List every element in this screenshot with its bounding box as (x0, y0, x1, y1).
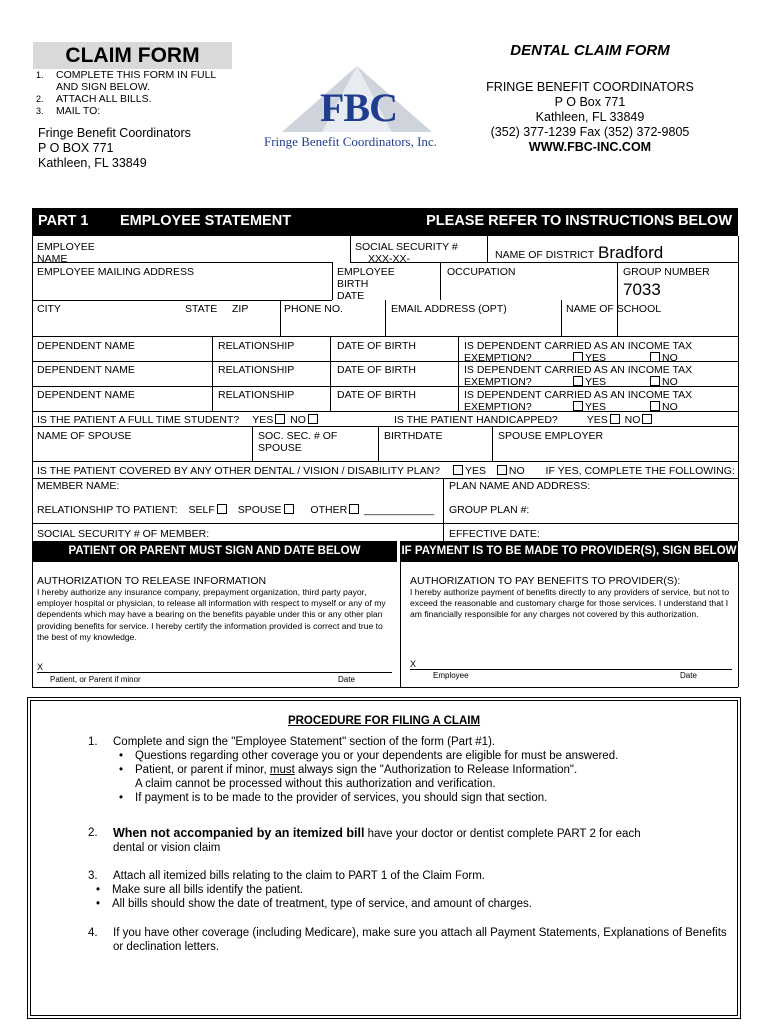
dental-claim-title: DENTAL CLAIM FORM (510, 42, 670, 59)
patient-signature-line[interactable]: X (37, 663, 392, 673)
member-name-label: MEMBER NAME: (37, 480, 120, 492)
procedure-step-4: 4. If you have other coverage (including Medicare), make sure you attach all Payment Statements, Explanations of Benefits or declination letters. (88, 927, 727, 953)
checkbox-icon[interactable] (453, 465, 463, 475)
part1-bar (32, 208, 738, 236)
group-number-label: GROUP NUMBER (623, 266, 710, 278)
company-block: FRINGE BENEFIT COORDINATORS P O Box 771 Kathleen, FL 33849 (352) 377-1239 Fax (352) 372-9805 WWW.FBC-INC.COM (470, 80, 710, 155)
patient-signature-caption: Patient, or Parent if minor (50, 675, 141, 684)
employee-name-label: EMPLOYEE NAME (37, 241, 95, 265)
procedure-step-1: 1. Complete and sign the "Employee Statement" section of the form (Part #1). • Questions regarding other coverage you or your dependents are eligible for must be answered. • Patient, or parent if minor, must always sign the "Authorization to Release Information". A claim cannot be processed without this authorization and verification. • If payment is to be made to the provider of services, you should sign that section. (88, 735, 728, 805)
checkbox-icon[interactable] (650, 401, 660, 411)
handicapped-question: IS THE PATIENT HANDICAPPED? YES NO (394, 414, 654, 426)
checkbox-icon[interactable] (217, 504, 227, 514)
procedure-step-3: 3. Attach all itemized bills relating to the claim to PART 1 of the Claim Form. • Make sure all bills identify the patient. • All bills should show the date of treatment, type of service, and amount of charges. (88, 869, 728, 911)
claim-form-title: CLAIM FORM (65, 44, 200, 67)
claim-form-title-box (33, 42, 232, 69)
spouse-employer-label: SPOUSE EMPLOYER (498, 430, 604, 442)
ssn-label: SOCIAL SECURITY # (355, 241, 458, 253)
pay-benefits-title: AUTHORIZATION TO PAY BENEFITS TO PROVIDER(S): (410, 575, 681, 587)
instruction-2: ATTACH ALL BILLS. (56, 93, 152, 105)
student-question: IS THE PATIENT A FULL TIME STUDENT? YES NO (37, 414, 320, 426)
group-number-value[interactable]: 7033 (623, 280, 661, 299)
instructions-list: 1. COMPLETE THIS FORM IN FULL AND SIGN BELOW. 2. ATTACH ALL BILLS. 3. MAIL TO: (36, 69, 226, 117)
dependent-3-name-label: DEPENDENT NAME (37, 389, 135, 401)
other-coverage-question: IS THE PATIENT COVERED BY ANY OTHER DENTAL / VISION / DISABILITY PLAN? YES NO IF YES, COMPLETE THE FOLLOWING: (37, 465, 735, 477)
mail-to-address: Fringe Benefit Coordinators P O BOX 771 Kathleen, FL 33849 (38, 126, 191, 170)
plan-name-label: PLAN NAME AND ADDRESS: (449, 480, 591, 492)
fbc-logo (262, 64, 442, 154)
procedure-step-2: 2. When not accompanied by an itemized bill have your doctor or dentist complete PART 2 for each dental or vision claim (88, 826, 641, 854)
dependent-2-dob-label: DATE OF BIRTH (337, 364, 416, 376)
checkbox-icon[interactable] (650, 352, 660, 362)
patient-sign-bar: PATIENT OR PARENT MUST SIGN AND DATE BELOW (32, 541, 397, 562)
part1-label: PART 1 (38, 213, 89, 229)
checkbox-icon[interactable] (284, 504, 294, 514)
dependent-2-tax: IS DEPENDENT CARRIED AS AN INCOME TAX EXEMPTION? YES NO (464, 364, 693, 388)
phone-label: PHONE NO. (284, 303, 343, 315)
instruction-3: MAIL TO: (56, 105, 101, 117)
spouse-name-label: NAME OF SPOUSE (37, 430, 132, 442)
checkbox-icon[interactable] (573, 352, 583, 362)
dependent-2-name-label: DEPENDENT NAME (37, 364, 135, 376)
provider-sign-bar: IF PAYMENT IS TO BE MADE TO PROVIDER(S), SIGN BELOW (400, 541, 738, 562)
employee-statement-title: EMPLOYEE STATEMENT (120, 213, 292, 229)
checkbox-icon[interactable] (349, 504, 359, 514)
spouse-ssn-label: SOC. SEC. # OF SPOUSE (258, 430, 338, 454)
dependent-3-relationship-label: RELATIONSHIP (218, 389, 295, 401)
employee-date-caption: Date (680, 671, 697, 680)
district-value[interactable]: Bradford (598, 243, 664, 262)
member-ssn-label: SOCIAL SECURITY # OF MEMBER: (37, 528, 210, 540)
state-label: STATE (185, 303, 218, 315)
checkbox-icon[interactable] (308, 414, 318, 424)
procedure-title: PROCEDURE FOR FILING A CLAIM (287, 715, 481, 727)
checkbox-icon[interactable] (642, 414, 652, 424)
employee-signature-caption: Employee (433, 671, 469, 680)
checkbox-icon[interactable] (573, 401, 583, 411)
dependent-1-relationship-label: RELATIONSHIP (218, 340, 295, 352)
checkbox-icon[interactable] (610, 414, 620, 424)
dependent-1-dob-label: DATE OF BIRTH (337, 340, 416, 352)
checkbox-icon[interactable] (497, 465, 507, 475)
release-info-text: I hereby authorize any insurance company, prepayment organization, third party payor, employer hospital or physician, to release all information with respect to myself or any of my dependents which may have a bearing on the benefits payable under this or any other plan providing benefits for service. I hereby certify the information provided is correct and true to the best of my knowledge. (37, 587, 386, 642)
dependent-3-dob-label: DATE OF BIRTH (337, 389, 416, 401)
instruction-1: COMPLETE THIS FORM IN FULL AND SIGN BELOW. (56, 69, 216, 93)
patient-date-caption: Date (338, 675, 355, 684)
logo-text: FBC (320, 85, 397, 130)
refer-instructions: PLEASE REFER TO INSTRUCTIONS BELOW (426, 213, 732, 229)
ssn-value[interactable]: XXX-XX- (368, 253, 411, 265)
logo-company: Fringe Benefit Coordinators, Inc. (264, 134, 437, 149)
occupation-label: OCCUPATION (447, 266, 516, 278)
website: WWW.FBC-INC.COM (528, 140, 652, 154)
employee-birth-label: EMPLOYEE BIRTH DATE (337, 266, 395, 302)
checkbox-icon[interactable] (275, 414, 285, 424)
dependent-1-name-label: DEPENDENT NAME (37, 340, 135, 352)
email-label: EMAIL ADDRESS (OPT) (391, 303, 507, 315)
release-info-title: AUTHORIZATION TO RELEASE INFORMATION (37, 575, 267, 587)
dependent-2-relationship-label: RELATIONSHIP (218, 364, 295, 376)
checkbox-icon[interactable] (650, 376, 660, 386)
school-label: NAME OF SCHOOL (566, 303, 662, 315)
zip-label: ZIP (232, 303, 249, 315)
city-label: CITY (37, 303, 61, 315)
effective-date-label: EFFECTIVE DATE: (449, 528, 540, 540)
mailing-address-label: EMPLOYEE MAILING ADDRESS (37, 266, 194, 278)
relationship-to-patient: RELATIONSHIP TO PATIENT: SELF SPOUSE OTHER ____________ (37, 504, 435, 516)
employee-signature-line[interactable]: X (410, 660, 732, 670)
group-plan-label: GROUP PLAN #: (449, 504, 530, 516)
dependent-3-tax: IS DEPENDENT CARRIED AS AN INCOME TAX EXEMPTION? YES NO (464, 389, 693, 413)
district-label: NAME OF DISTRICT (495, 249, 595, 261)
birthdate-label: BIRTHDATE (384, 430, 443, 442)
checkbox-icon[interactable] (573, 376, 583, 386)
pay-benefits-text: I hereby authorize payment of benefits directly to any providers of service, but not to exceed the reasonable and customary charge for those services. I understand that I am financially responsible for any charges not covered by this authorization. (410, 587, 730, 620)
dependent-1-tax: IS DEPENDENT CARRIED AS AN INCOME TAX EXEMPTION? YES NO (464, 340, 693, 364)
